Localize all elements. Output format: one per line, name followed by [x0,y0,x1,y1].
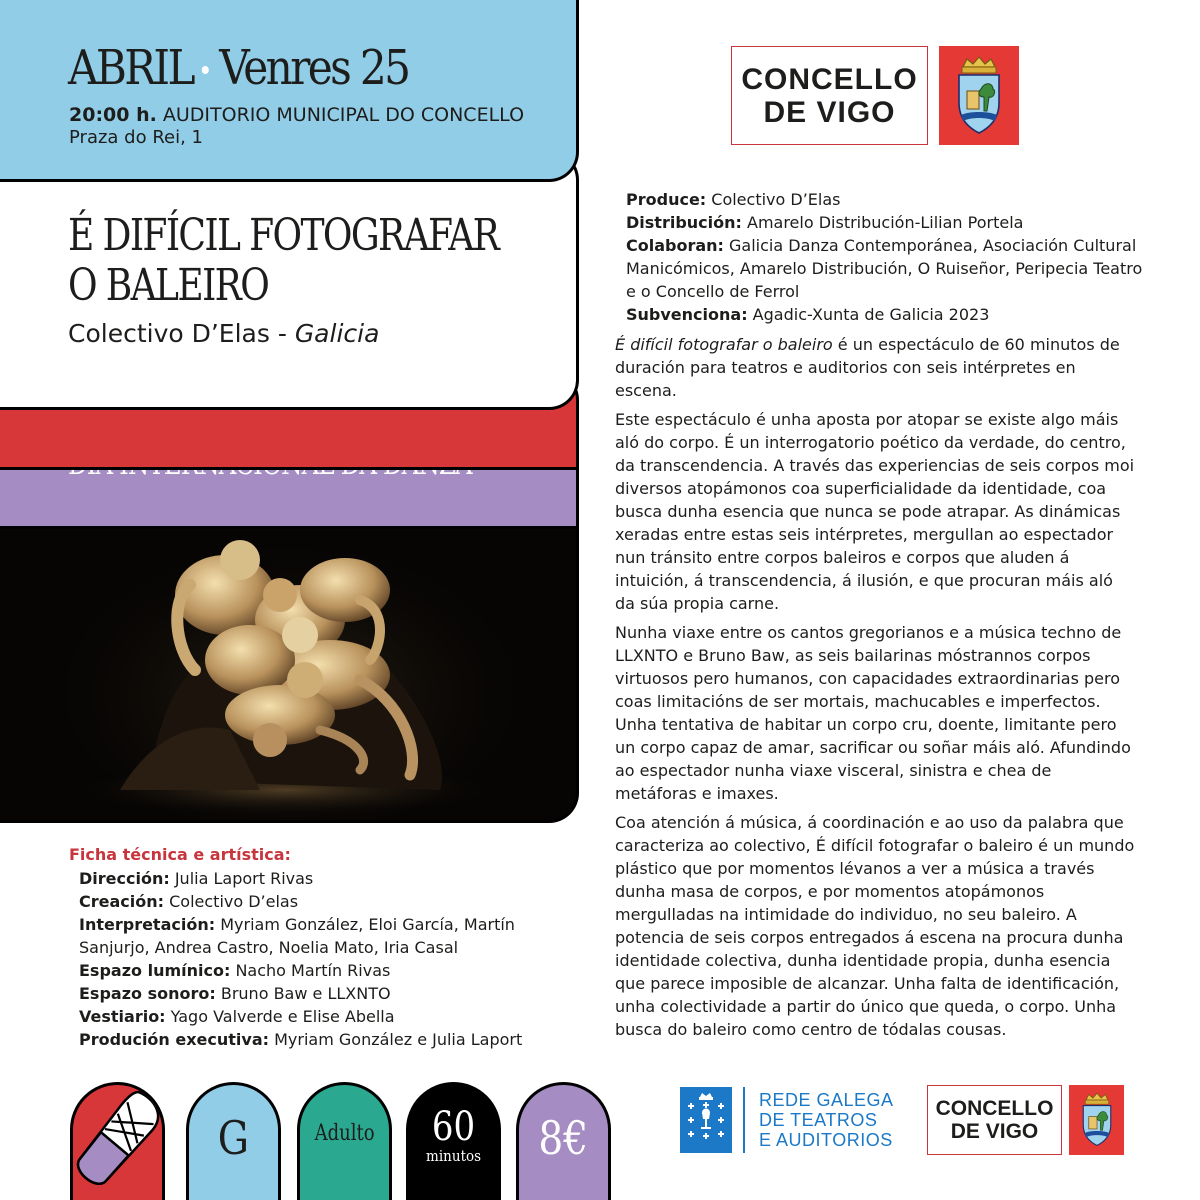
production-label: Subvenciona: [626,305,748,324]
concello-de-vigo-logo [731,46,1019,145]
production-value: Colectivo D’Elas [706,190,841,209]
event-time: 20:00 h. [69,104,157,126]
credit-performers [79,913,569,959]
time-venue-line [69,104,524,126]
credit-value: Nacho Martín Rivas [230,961,391,980]
description-paragraph-2: Este espectáculo é unha aposta por atopar se existe algo máis aló do corpo. É un interrogatorio poético da verdade, do centro, da transcendencia. A través das experiencias de seis corpos moi diversos atopámonos coa superficialidade da identidade, coa busca dunha esencia que nunca se pode atrapar. As dinámicas xeradas entre estas seis intérpretes, mergullan ao espectador nun tránsito entre corpos baleiros e corpos que aluden á intuición, á transcendencia, á ilusión, e que procuran máis aló da súa propia carne. [615,410,1135,613]
price-value: 8€ [538,1111,589,1165]
production-label: Distribución: [626,213,742,232]
credit-label: Espazo sonoro: [79,984,216,1003]
date-heading [68,40,408,96]
day: Venres 25 [219,40,409,96]
show-photo [0,497,579,823]
ballet-shoe-icon [73,1085,162,1200]
production-info [626,188,1146,326]
title-line-2: O BALEIRO [68,260,269,311]
vigo-coat-of-arms-icon [1069,1085,1124,1155]
duration-unit: minutos [425,1147,481,1165]
rede-line-1: REDE GALEGA [759,1090,894,1110]
concello-logo-text [731,46,928,145]
price-badge [516,1082,611,1200]
concello-logo-text [927,1085,1062,1155]
concello-line-1: CONCELLO [741,62,918,96]
credit-value: Julia Laport Rivas [169,869,314,888]
credit-label: Produción executiva: [79,1030,270,1049]
audience-badge [297,1082,392,1200]
concello-line-2: DE VIGO [763,95,896,129]
rede-line-3: E AUDITORIOS [759,1130,893,1150]
credit-label: Creación: [79,892,165,911]
company-line [68,319,379,348]
production-value: Amarelo Distribución-Lilian Portela [741,213,1024,232]
production-collaborators [626,234,1146,303]
credit-value: Colectivo D’elas [164,892,299,911]
vigo-coat-of-arms-icon [939,46,1019,145]
credit-value: Yago Valverde e Elise Abella [165,1007,395,1026]
title-line-1: É DIFÍCIL FOTOGRAFAR [68,210,499,261]
credit-lighting [79,959,569,982]
credits-heading: Ficha técnica e artística: [69,845,291,864]
title-panel [0,150,579,410]
production-value: Agadic-Xunta de Galicia 2023 [747,305,990,324]
production-distribution [626,211,1146,234]
rede-galega-logo [680,1087,894,1153]
credit-value: Myriam González, Eloi García, Martín Sanjurjo, Andrea Castro, Noelia Mato, Iria Casal [79,915,515,957]
production-label: Colaboran: [626,236,724,255]
audience-value: Adulto [314,1121,375,1146]
dancers-photo [0,500,579,823]
credit-creation [79,890,569,913]
credit-direction [79,867,569,890]
credit-value: Bruno Baw e LLXNTO [215,984,391,1003]
production-sponsor [626,303,1146,326]
production-label: Produce: [626,190,707,209]
description-title-italic: É difícil fotografar o baleiro [615,335,833,354]
description-paragraph-3: Nunha viaxe entre os cantos gregorianos e a música techno de LLXNTO e Bruno Baw, as seis bailarinas móstrannos corpos virtuosos pero humanos, con capacidades extraordinarias pero coas limitacións de ser mortais, machucables e imperfectos. Unha tentativa de habitar un corpo cru, doente, limitante pero un corpo capaz de amar, sacrificar ou soñar máis aló. Afundindo ao espectador nunha viaxe visceral, sinistra e chea de metáforas e imaxes. [615,623,1131,803]
credit-label: Dirección: [79,869,170,888]
company-origin: Galicia [294,319,380,348]
production-value: Galicia Danza Contemporánea, Asociación Cultural Manicómicos, Amarelo Distribución, O Ruiseñor, Peripecia Teatro e o Concello de Ferrol [626,236,1143,301]
duration-value: 60 [431,1104,476,1150]
galicia-coat-of-arms-icon [680,1087,732,1153]
credit-value: Myriam González e Julia Laport [269,1030,523,1049]
date-panel [0,0,579,182]
credit-sound [79,982,569,1005]
rating-value: G [217,1111,250,1165]
credits-list [79,867,569,1051]
concello-de-vigo-logo-small [927,1085,1124,1155]
month: ABRIL [68,40,193,96]
show-description [615,333,1135,1047]
credit-costumes [79,1005,569,1028]
credit-label: Vestiario: [79,1007,166,1026]
credit-label: Interpretación: [79,915,216,934]
logo-divider [743,1087,745,1153]
concello-line-2: DE VIGO [950,1120,1039,1143]
production-produce [626,188,1146,211]
duration-badge [406,1082,501,1200]
description-paragraph-4: Coa atención á música, á coordinación e ao uso da palabra que caracteriza ao colectivo, É difícil fotografar o baleiro é un mundo plástico que por momentos lévanos a ver a música a través dunha masa de corpos, e por momentos atopámonos mergulladas na intimidade do individuo, no seu baleiro. A potencia de seis corpos entregados á escena na procura dunha identidade colectiva, dunha identidade propia, dunha esencia que parece imposible de alcanzar. Unha falta de identificación, unha colectividade a partir do único que queda, o corpo. Unha busca do baleiro como centro de tódalas cousas. [615,813,1135,1039]
venue-address: Praza do Rei, 1 [69,127,203,148]
concello-line-1: CONCELLO [935,1097,1054,1120]
description-p1-text: é un espectáculo de 60 minutos de duración para teatros e auditorios con seis intérpretes en escena. [615,335,1120,400]
credit-label: Espazo lumínico: [79,961,231,980]
separator-dot [202,66,209,74]
description-paragraph-1 [615,333,1135,402]
company-name: Colectivo D’Elas - [68,319,295,348]
venue-name: AUDITORIO MUNICIPAL DO CONCELLO [162,104,525,126]
rede-galega-text [759,1090,894,1150]
rede-line-2: DE TEATROS [759,1110,878,1130]
show-title [68,211,576,311]
credit-executive-production [79,1028,569,1051]
rating-badge [186,1082,281,1200]
dance-badge [70,1082,165,1200]
